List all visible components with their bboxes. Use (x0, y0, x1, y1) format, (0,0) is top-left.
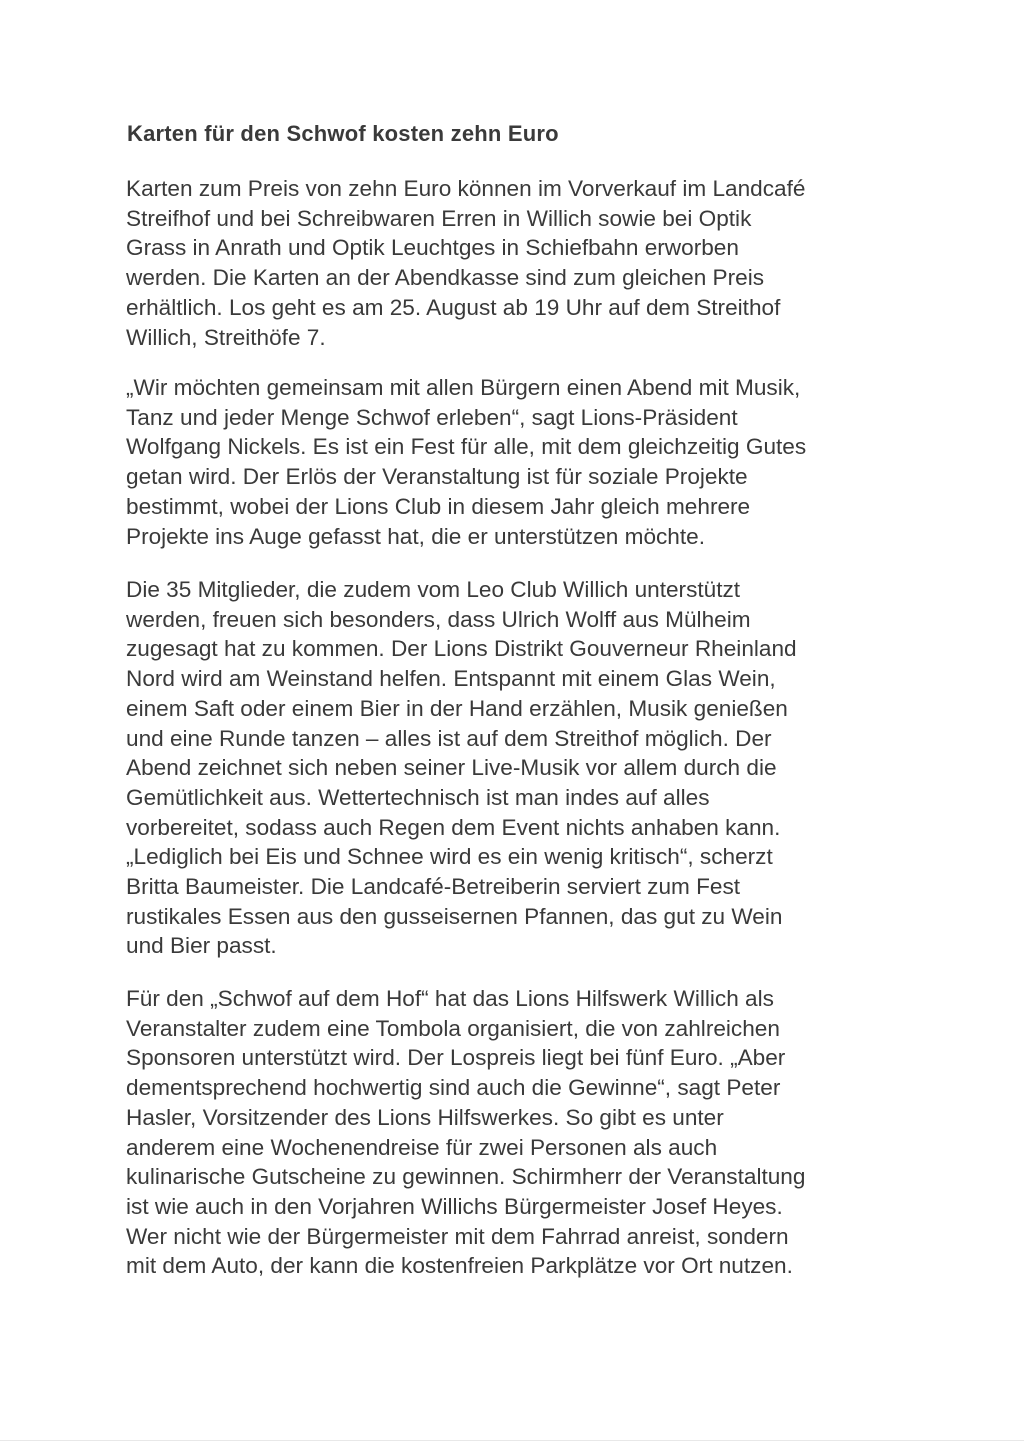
text-line: anderem eine Wochenendreise für zwei Personen als auch (126, 1134, 718, 1160)
text-line: Hasler, Vorsitzender des Lions Hilfswerkes. So gibt es unter (126, 1104, 724, 1130)
paragraph-tombola (126, 984, 916, 1281)
text-line: Gemütlichkeit aus. Wettertechnisch ist man indes auf alles (126, 784, 710, 810)
text-line: Wolfgang Nickels. Es ist ein Fest für alle, mit dem gleichzeitig Gutes (126, 434, 807, 460)
text-line: Grass in Anrath und Optik Leuchtges in Schiefbahn erworben (126, 235, 739, 261)
text-line: einem Saft oder einem Bier in der Hand erzählen, Musik genießen (126, 695, 788, 721)
text-line: bestimmt, wobei der Lions Club in diesem Jahr gleich mehrere (126, 493, 751, 519)
text-line: erhältlich. Los geht es am 25. August ab 19 Uhr auf dem Streithof (126, 294, 781, 320)
paragraph-quote-president (126, 373, 916, 551)
text-line: Veranstalter zudem eine Tombola organisiert, die von zahlreichen (126, 1015, 780, 1041)
text-line: kulinarische Gutscheine zu gewinnen. Schirmherr der Veranstaltung (126, 1164, 806, 1190)
document-title: Karten für den Schwof kosten zehn Euro (127, 121, 559, 146)
text-line: Tanz und jeder Menge Schwof erleben“, sagt Lions-Präsident (126, 404, 738, 430)
text-line: werden, freuen sich besonders, dass Ulrich Wolff aus Mülheim (126, 606, 751, 632)
text-line: Britta Baumeister. Die Landcafé-Betreiberin serviert zum Fest (126, 874, 741, 900)
paragraph-tickets (126, 174, 916, 352)
text-line: und Bier passt. (126, 933, 277, 959)
text-line: Abend zeichnet sich neben seiner Live-Musik vor allem durch die (126, 755, 777, 781)
text-line: rustikales Essen aus den gusseisernen Pfannen, das gut zu Wein (126, 903, 783, 929)
text-line: mit dem Auto, der kann die kostenfreien Parkplätze vor Ort nutzen. (126, 1253, 793, 1279)
text-line: Projekte ins Auge gefasst hat, die er unterstützen möchte. (126, 523, 705, 549)
text-line: ist wie auch in den Vorjahren Willichs Bürgermeister Josef Heyes. (126, 1193, 783, 1219)
text-line: Streifhof und bei Schreibwaren Erren in Willich sowie bei Optik (126, 205, 752, 231)
text-line: werden. Die Karten an der Abendkasse sind zum gleichen Preis (126, 265, 765, 291)
text-line: Karten zum Preis von zehn Euro können im Vorverkauf im Landcafé (126, 176, 806, 201)
text-line: Sponsoren unterstützt wird. Der Lospreis liegt bei fünf Euro. „Aber (126, 1045, 786, 1071)
text-line: Für den „Schwof auf dem Hof“ hat das Lions Hilfswerk Willich als (126, 986, 774, 1011)
text-line: und eine Runde tanzen – alles ist auf dem Streithof möglich. Der (126, 725, 772, 751)
paragraph-members (126, 575, 916, 961)
text-line: Nord wird am Weinstand helfen. Entspannt mit einem Glas Wein, (126, 666, 776, 692)
text-line: „Lediglich bei Eis und Schnee wird es ein wenig kritisch“, scherzt (126, 844, 773, 870)
text-line: „Wir möchten gemeinsam mit allen Bürgern einen Abend mit Musik, (126, 375, 801, 400)
text-line: getan wird. Der Erlös der Veranstaltung ist für soziale Projekte (126, 464, 748, 490)
text-line: vorbereitet, sodass auch Regen dem Event nichts anhaben kann. (126, 814, 781, 840)
text-line: Willich, Streithöfe 7. (126, 324, 326, 350)
text-line: dementsprechend hochwertig sind auch die Gewinne“, sagt Peter (126, 1075, 781, 1101)
text-line: Wer nicht wie der Bürgermeister mit dem Fahrrad anreist, sondern (126, 1223, 789, 1249)
text-line: Die 35 Mitglieder, die zudem vom Leo Club Willich unterstützt (126, 577, 741, 602)
text-line: zugesagt hat zu kommen. Der Lions Distrikt Gouverneur Rheinland (126, 636, 797, 662)
scan-bottom-edge (0, 1440, 1024, 1441)
